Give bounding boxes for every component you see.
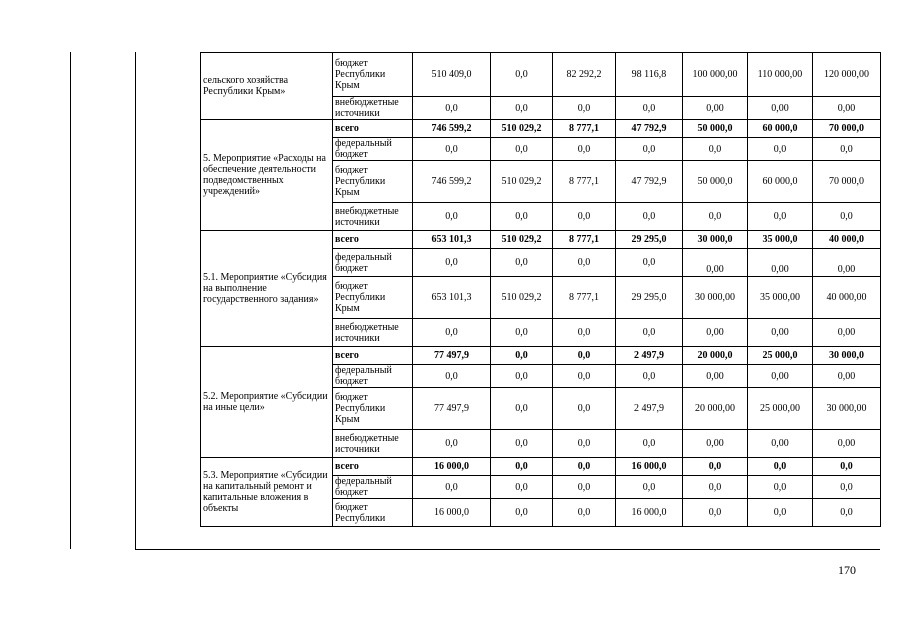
amount-cell: 0,00 — [748, 430, 813, 458]
amount-cell: 0,0 — [616, 476, 683, 499]
amount-cell: 40 000,0 — [813, 231, 881, 249]
amount-cell: 2 497,9 — [616, 388, 683, 430]
amount-cell: 0,00 — [683, 430, 748, 458]
funding-source: федеральный бюджет — [333, 476, 413, 499]
bottom-border-line — [135, 549, 880, 550]
amount-cell: 0,0 — [413, 430, 491, 458]
amount-cell: 0,0 — [553, 249, 616, 277]
activity-description: 5. Мероприятие «Расходы на обеспечение деятельности подведомственных учреждений» — [201, 120, 333, 231]
funding-source: бюджет Республики Крым — [333, 388, 413, 430]
amount-cell: 0,00 — [813, 430, 881, 458]
amount-cell: 98 116,8 — [616, 53, 683, 97]
table-row — [201, 53, 881, 97]
amount-cell: 35 000,00 — [748, 277, 813, 319]
amount-cell: 0,0 — [491, 476, 553, 499]
amount-cell: 16 000,0 — [413, 499, 491, 527]
column-divider-line — [135, 52, 136, 549]
amount-cell: 0,0 — [413, 319, 491, 347]
amount-cell: 0,0 — [491, 347, 553, 365]
amount-cell: 0,00 — [748, 365, 813, 388]
amount-cell: 0,0 — [553, 138, 616, 161]
amount-cell: 0,00 — [813, 365, 881, 388]
amount-cell: 0,0 — [491, 53, 553, 97]
amount-cell: 40 000,00 — [813, 277, 881, 319]
amount-cell: 8 777,1 — [553, 161, 616, 203]
amount-cell: 0,0 — [813, 138, 881, 161]
amount-cell: 50 000,0 — [683, 120, 748, 138]
activity-description: 5.2. Мероприятие «Субсидии на иные цели» — [201, 347, 333, 458]
amount-cell: 29 295,0 — [616, 231, 683, 249]
activity-description: сельского хозяйства Республики Крым» — [201, 53, 333, 120]
amount-cell: 0,0 — [491, 203, 553, 231]
funding-source: всего — [333, 458, 413, 476]
funding-source: внебюджетные источники — [333, 97, 413, 120]
amount-cell: 0,0 — [748, 203, 813, 231]
budget-table-body — [201, 53, 881, 527]
amount-cell: 0,0 — [413, 365, 491, 388]
amount-cell: 60 000,0 — [748, 120, 813, 138]
funding-source: всего — [333, 120, 413, 138]
amount-cell: 0,00 — [813, 319, 881, 347]
funding-source: федеральный бюджет — [333, 365, 413, 388]
amount-cell: 20 000,0 — [683, 347, 748, 365]
amount-cell: 0,0 — [491, 430, 553, 458]
amount-cell: 20 000,00 — [683, 388, 748, 430]
amount-cell: 0,0 — [683, 138, 748, 161]
amount-cell: 77 497,9 — [413, 388, 491, 430]
amount-cell: 0,0 — [683, 458, 748, 476]
amount-cell: 0,00 — [813, 97, 881, 120]
amount-cell: 0,0 — [813, 476, 881, 499]
amount-cell: 0,0 — [748, 138, 813, 161]
amount-cell: 0,0 — [413, 138, 491, 161]
amount-cell: 0,0 — [616, 430, 683, 458]
amount-cell: 50 000,0 — [683, 161, 748, 203]
amount-cell: 0,00 — [813, 249, 881, 277]
amount-cell: 0,00 — [748, 319, 813, 347]
amount-cell: 8 777,1 — [553, 120, 616, 138]
amount-cell: 0,0 — [553, 347, 616, 365]
amount-cell: 100 000,00 — [683, 53, 748, 97]
amount-cell: 30 000,00 — [683, 277, 748, 319]
funding-source: бюджет Республики Крым — [333, 161, 413, 203]
amount-cell: 0,0 — [683, 476, 748, 499]
amount-cell: 0,00 — [683, 97, 748, 120]
page-number: 170 — [838, 563, 856, 577]
left-border-line — [70, 52, 71, 549]
amount-cell: 8 777,1 — [553, 277, 616, 319]
funding-source: бюджет Республики Крым — [333, 53, 413, 97]
amount-cell: 0,0 — [553, 499, 616, 527]
amount-cell: 0,0 — [553, 365, 616, 388]
amount-cell: 0,0 — [683, 499, 748, 527]
amount-cell: 0,0 — [491, 319, 553, 347]
amount-cell: 0,00 — [748, 97, 813, 120]
amount-cell: 0,0 — [413, 203, 491, 231]
funding-source: федеральный бюджет — [333, 138, 413, 161]
table-row — [201, 120, 881, 138]
amount-cell: 0,0 — [553, 430, 616, 458]
amount-cell: 110 000,00 — [748, 53, 813, 97]
funding-source: внебюджетные источники — [333, 319, 413, 347]
amount-cell: 0,0 — [683, 203, 748, 231]
amount-cell: 0,0 — [553, 97, 616, 120]
amount-cell: 30 000,0 — [683, 231, 748, 249]
amount-cell: 746 599,2 — [413, 161, 491, 203]
amount-cell: 35 000,0 — [748, 231, 813, 249]
budget-table — [200, 52, 881, 527]
amount-cell: 47 792,9 — [616, 161, 683, 203]
amount-cell: 70 000,0 — [813, 120, 881, 138]
amount-cell: 510 029,2 — [491, 231, 553, 249]
funding-source: внебюджетные источники — [333, 430, 413, 458]
funding-source: всего — [333, 231, 413, 249]
funding-source: бюджет Республики — [333, 499, 413, 527]
amount-cell: 16 000,0 — [413, 458, 491, 476]
funding-source: внебюджетные источники — [333, 203, 413, 231]
table-row — [201, 347, 881, 365]
table-row — [201, 231, 881, 249]
amount-cell: 16 000,0 — [616, 458, 683, 476]
amount-cell: 0,00 — [683, 319, 748, 347]
amount-cell: 0,0 — [491, 499, 553, 527]
amount-cell: 0,0 — [491, 97, 553, 120]
amount-cell: 29 295,0 — [616, 277, 683, 319]
funding-source: федеральный бюджет — [333, 249, 413, 277]
amount-cell: 510 029,2 — [491, 161, 553, 203]
funding-source: всего — [333, 347, 413, 365]
amount-cell: 120 000,00 — [813, 53, 881, 97]
amount-cell: 0,0 — [616, 97, 683, 120]
amount-cell: 0,0 — [491, 249, 553, 277]
amount-cell: 25 000,00 — [748, 388, 813, 430]
amount-cell: 77 497,9 — [413, 347, 491, 365]
amount-cell: 0,0 — [616, 138, 683, 161]
amount-cell: 510 409,0 — [413, 53, 491, 97]
amount-cell: 0,0 — [553, 458, 616, 476]
amount-cell: 70 000,0 — [813, 161, 881, 203]
amount-cell: 0,0 — [491, 138, 553, 161]
amount-cell: 0,0 — [616, 203, 683, 231]
amount-cell: 0,0 — [413, 476, 491, 499]
amount-cell: 0,0 — [748, 499, 813, 527]
amount-cell: 746 599,2 — [413, 120, 491, 138]
amount-cell: 60 000,0 — [748, 161, 813, 203]
amount-cell: 0,0 — [553, 388, 616, 430]
amount-cell: 653 101,3 — [413, 277, 491, 319]
amount-cell: 8 777,1 — [553, 231, 616, 249]
amount-cell: 2 497,9 — [616, 347, 683, 365]
amount-cell: 0,0 — [491, 388, 553, 430]
amount-cell: 0,0 — [491, 458, 553, 476]
amount-cell: 0,0 — [553, 476, 616, 499]
amount-cell: 510 029,2 — [491, 120, 553, 138]
amount-cell: 0,0 — [616, 365, 683, 388]
amount-cell: 0,0 — [748, 458, 813, 476]
amount-cell: 653 101,3 — [413, 231, 491, 249]
amount-cell: 0,0 — [616, 249, 683, 277]
amount-cell: 0,0 — [813, 458, 881, 476]
amount-cell: 0,0 — [413, 97, 491, 120]
amount-cell: 30 000,0 — [813, 347, 881, 365]
amount-cell: 0,0 — [813, 499, 881, 527]
amount-cell: 47 792,9 — [616, 120, 683, 138]
amount-cell: 0,0 — [553, 319, 616, 347]
amount-cell: 0,0 — [748, 476, 813, 499]
activity-description: 5.1. Мероприятие «Субсидия на выполнение государственного задания» — [201, 231, 333, 347]
amount-cell: 0,00 — [683, 365, 748, 388]
amount-cell: 0,0 — [616, 319, 683, 347]
activity-description: 5.3. Мероприятие «Субсидии на капитальный ремонт и капитальные вложения в объекты — [201, 458, 333, 527]
amount-cell: 16 000,0 — [616, 499, 683, 527]
amount-cell: 0,0 — [553, 203, 616, 231]
amount-cell: 0,0 — [491, 365, 553, 388]
amount-cell: 0,00 — [748, 249, 813, 277]
table-row — [201, 458, 881, 476]
amount-cell: 0,00 — [683, 249, 748, 277]
funding-source: бюджет Республики Крым — [333, 277, 413, 319]
amount-cell: 30 000,00 — [813, 388, 881, 430]
amount-cell: 0,0 — [413, 249, 491, 277]
amount-cell: 510 029,2 — [491, 277, 553, 319]
amount-cell: 0,0 — [813, 203, 881, 231]
amount-cell: 25 000,0 — [748, 347, 813, 365]
amount-cell: 82 292,2 — [553, 53, 616, 97]
